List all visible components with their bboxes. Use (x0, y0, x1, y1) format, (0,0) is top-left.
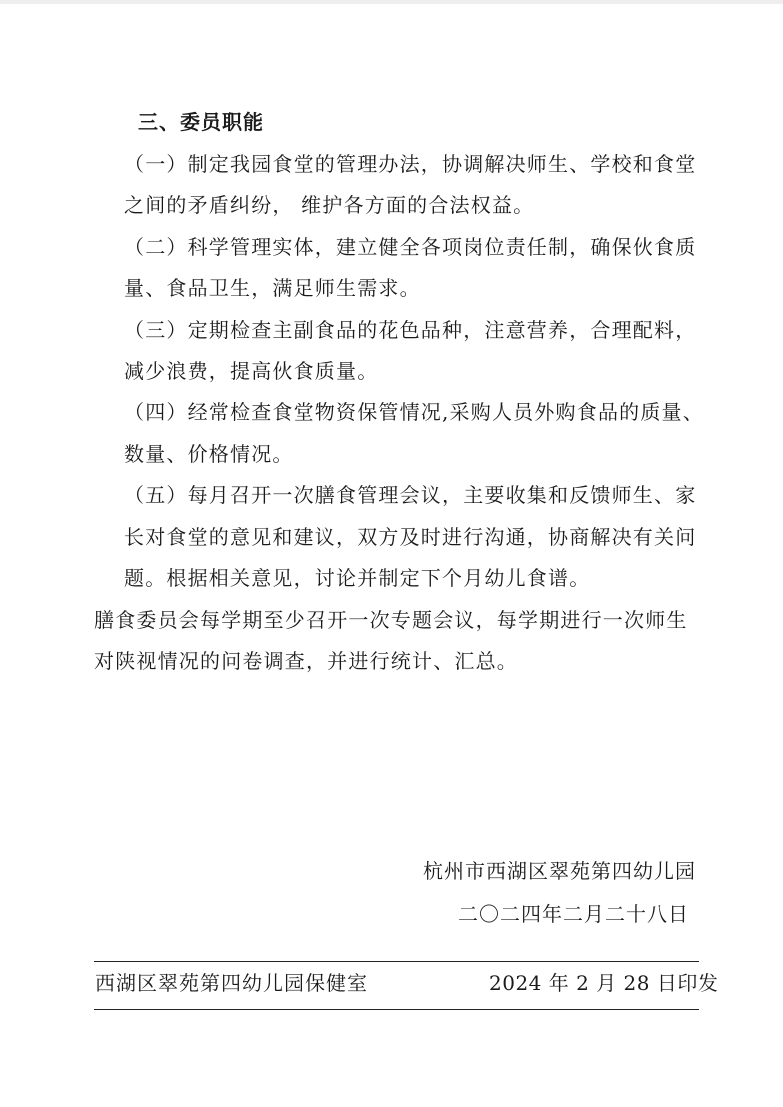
item-3-line-1: （三）定期检查主副食品的花色品种，注意营养，合理配料， (124, 318, 697, 342)
item-1-line-2: 之间的矛盾纠纷， 维护各方面的合法权益。 (124, 193, 535, 217)
footer-bottom-rule (94, 1009, 699, 1010)
item-1-line-1: （一）制定我园食堂的管理办法，协调解决师生、学校和食堂 (124, 152, 697, 176)
footer-top-rule (94, 961, 699, 962)
item-5-line-2: 长对食堂的意见和建议，双方及时进行沟通，协商解决有关问 (124, 525, 697, 549)
closing-line-2: 对陕视情况的问卷调查，并进行统计、汇总。 (94, 649, 518, 673)
signature-date: 二〇二四年二月二十八日 (458, 902, 689, 926)
item-5-line-3: 题。根据相关意见，讨论并制定下个月幼儿食谱。 (124, 566, 591, 590)
item-2-line-2: 量、食品卫生，满足师生需求。 (124, 276, 421, 300)
section-heading: 三、委员职能 (138, 110, 264, 134)
item-3-line-2: 减少浪费，提高伙食质量。 (124, 359, 379, 383)
page-top-strip (0, 0, 783, 4)
item-4-line-2: 数量、价格情况。 (124, 442, 294, 466)
closing-line-1: 膳食委员会每学期至少召开一次专题会议，每学期进行一次师生 (94, 608, 688, 632)
item-2-line-1: （二）科学管理实体，建立健全各项岗位责任制，确保伙食质 (124, 235, 697, 259)
item-4-line-1: （四）经常检查食堂物资保管情况,采购人员外购食品的质量、 (124, 400, 704, 424)
signature-org: 杭州市西湖区翠苑第四幼儿园 (423, 859, 696, 883)
footer-issuer: 西湖区翠苑第四幼儿园保健室 (95, 971, 368, 995)
item-5-line-1: （五）每月召开一次膳食管理会议，主要收集和反馈师生、家 (124, 483, 697, 507)
footer-issue-date: 2024 年 2 月 28 日印发 (489, 971, 719, 995)
